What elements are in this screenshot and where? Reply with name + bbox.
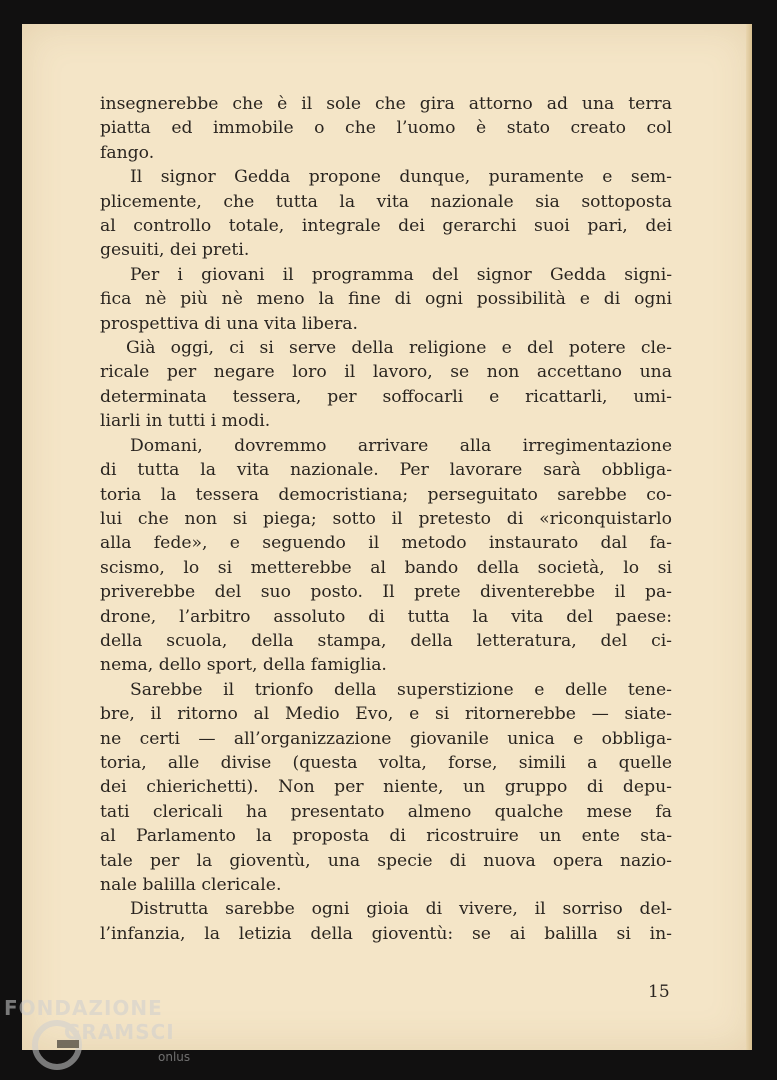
text-line: tati clericali ha presentato almeno qualche mese fa <box>100 801 672 822</box>
text-line: insegnerebbe che è il sole che gira attorno ad una terra <box>100 94 672 114</box>
text-line: prospettiva di una vita libera. <box>100 313 359 334</box>
text-line: liarli in tutti i modi. <box>100 411 271 432</box>
text-line: piatta ed immobile o che l’uomo è stato creato col <box>100 118 672 139</box>
text-line: al Parlamento la proposta di ricostruire un ente sta- <box>100 826 672 847</box>
text-line: Domani, dovremmo arrivare alla irregimentazione <box>130 435 672 456</box>
text-line: Già oggi, ci si serve della religione e del potere cle- <box>126 338 672 359</box>
text-line: fica nè più nè meno la fine di ogni possibilità e di ogni <box>100 289 672 310</box>
text-line: ne certi — all’organizzazione giovanile unica e obbliga- <box>100 728 672 749</box>
text-line: bre, il ritorno al Medio Evo, e si ritornerebbe — siate- <box>100 704 672 725</box>
text-line: Distrutta sarebbe ogni gioia di vivere, il sorriso del- <box>130 899 672 920</box>
text-line: di tutta la vita nazionale. Per lavorare sarà obbliga- <box>100 460 672 481</box>
text-line: l’infanzia, la letizia della gioventù: se ai balilla si in- <box>100 923 672 944</box>
text-line: drone, l’arbitro assoluto di tutta la vita del paese: <box>100 606 672 627</box>
text-line: al controllo totale, integrale dei gerarchi suoi pari, dei <box>100 216 672 237</box>
watermark-line1: FONDAZIONE <box>4 996 163 1020</box>
text-line: lui che non si piega; sotto il pretesto di «riconquistarlo <box>100 508 672 529</box>
text-line: fango. <box>100 142 155 163</box>
text-line: toria la tessera democristiana; perseguitato sarebbe co- <box>100 484 672 505</box>
text-line: ricale per negare loro il lavoro, se non accettano una <box>100 362 672 383</box>
text-line: della scuola, della stampa, della letteratura, del ci- <box>100 630 672 651</box>
text-line: toria, alle divise (questa volta, forse, simili a quelle <box>100 752 672 773</box>
page-edge <box>746 24 752 1050</box>
text-line: gesuiti, dei preti. <box>100 240 250 261</box>
text-line: dei chierichetti). Non per niente, un gruppo di depu- <box>100 777 672 798</box>
text-line: nema, dello sport, della famiglia. <box>100 655 387 676</box>
page-number: 15 <box>648 982 670 1002</box>
text-line: nale balilla clericale. <box>100 875 282 895</box>
watermark-suffix: onlus <box>158 1050 191 1064</box>
text-line: determinata tessera, per soffocarli e ricattarli, umi- <box>100 386 672 407</box>
body-text <box>100 92 672 946</box>
text-line: tale per la gioventù, una specie di nuova opera nazio- <box>100 850 672 871</box>
text-line: Per i giovani il programma del signor Gedda signi- <box>130 264 672 285</box>
watermark-logo <box>4 996 204 1080</box>
text-line: Sarebbe il trionfo della superstizione e delle tene- <box>130 679 672 700</box>
text-line: alla fede», e seguendo il metodo instaurato dal fa- <box>100 533 672 554</box>
text-line: plicemente, che tutta la vita nazionale sia sottoposta <box>100 191 672 212</box>
text-line: scismo, lo si metterebbe al bando della società, lo si <box>100 557 672 578</box>
text-line: Il signor Gedda propone dunque, puramente e sem- <box>130 167 672 188</box>
text-line: priverebbe del suo posto. Il prete diventerebbe il pa- <box>100 582 672 603</box>
watermark-line2: GRAMSCI <box>64 1020 175 1044</box>
book-page <box>22 24 752 1050</box>
